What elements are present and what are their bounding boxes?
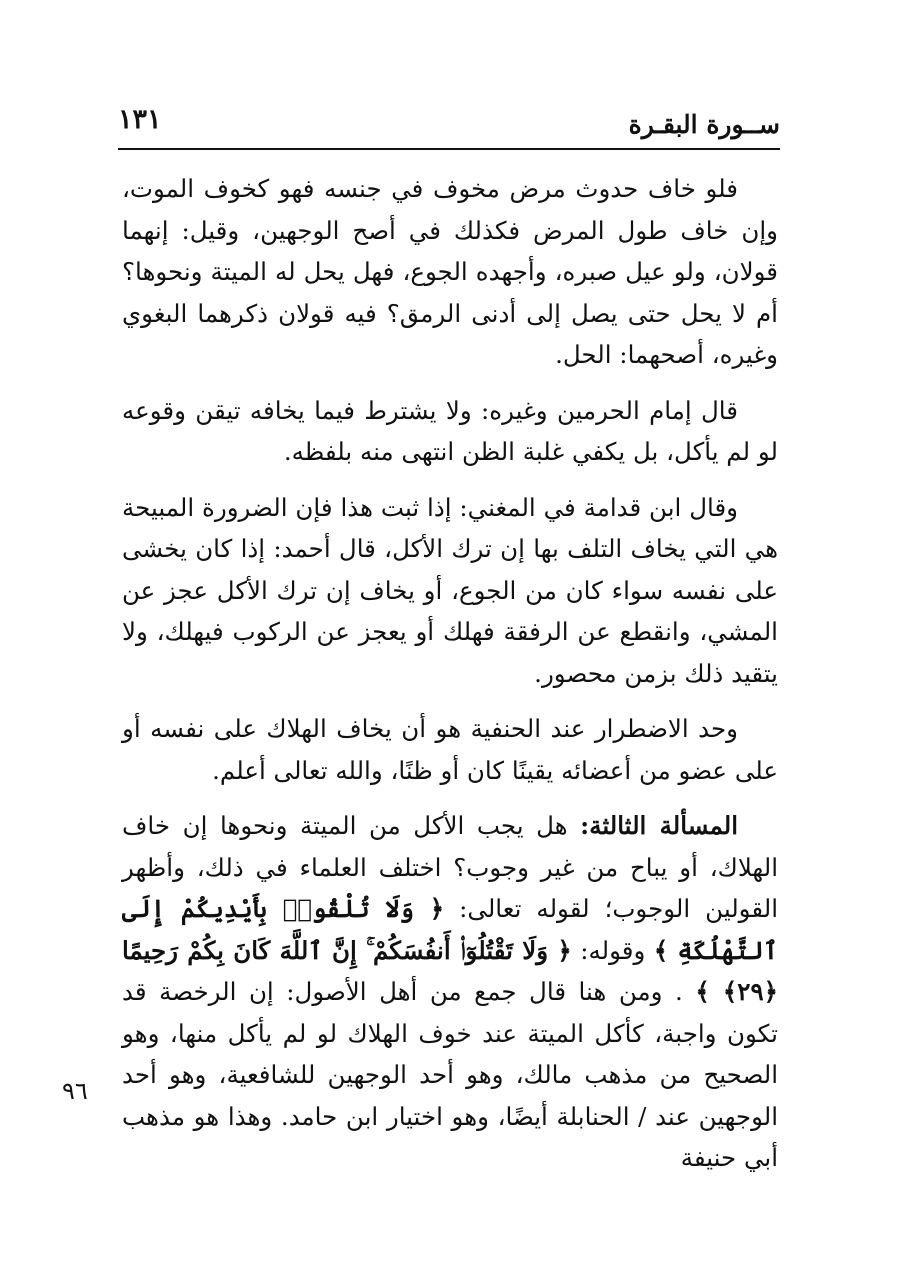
page-header (118, 104, 780, 146)
surah-title: ســورة البقـرة (628, 110, 780, 139)
paragraph-2: قال إمام الحرمين وغيره: ولا يشترط فيما يخافه تيقن وقوعه لو لم يأكل، بل يكفي غلبة الظن انتهى منه بلفظه. (122, 395, 778, 466)
margin-page-note: ٩٦ (62, 1077, 88, 1105)
paragraph-4: وحد الاضطرار عند الحنفية هو أن يخاف الهلاك على نفسه أو على عضو من أعضائه يقينًا كان أو ظنًا، والله تعالى أعلم. (122, 714, 778, 785)
page-number: ١٣١ (118, 104, 162, 135)
paragraph-1: فلو خاف حدوث مرض مخوف في جنسه فهو كخوف الموت، وإن خاف طول المرض فكذلك في أصح الوجهين، وقيل: إنهما قولان، ولو عيل صبره، وأجهده الجوع، فهل يحل له الميتة ونحوها؟ أم لا يحل حتى يصل إلى أدنى الرمق؟ فيه قولان ذكرهما البغوي وغيره، أصحهما: الحل. (122, 174, 778, 369)
paragraph-5-text-1: هل يجب الأكل من الميتة ونحوها إن خاف الهلاك، أو يباح من غير وجوب؟ اختلف العلماء في ذلك، وأظهر القولين الوجوب؛ لقوله تعالى: (122, 811, 778, 923)
quran-verse-1: ﴿ وَلَا تُلْقُوا۟ بِأَيْدِيكُمْ إِلَى ٱلتَّهْلُكَةِ ﴾ (122, 894, 779, 965)
paragraph-5-text-2: وقوله: (580, 935, 646, 965)
paragraph-5-text-3: . ومن هنا قال جمع من أهل الأصول: إن الرخصة قد تكون واجبة، كأكل الميتة عند خوف الهلاك لو لم يأكل منها، وهو الصحيح من مذهب مالك، وهو أحد الوجهين للشافعية، وهو أحد الوجهين عند / الحنابلة أيضًا، وهو اختيار ابن حامد. وهذا هو مذهب أبي حنيفة (122, 977, 778, 1172)
issue-label: المسألة الثالثة: (580, 811, 739, 840)
paragraph-3: وقال ابن قدامة في المغني: إذا ثبت هذا فإن الضرورة المبيحة هي التي يخاف التلف بها إن ترك الأكل، قال أحمد: إذا كان يخشى على نفسه سواء كان من الجوع، أو يخاف إن ترك الأكل عجز عن المشي، وانقطع عن الرفقة فهلك أو يعجز عن الركوب فيهلك، ولا يتقيد ذلك بزمن محصور. (122, 492, 778, 688)
quran-verse-2: ﴿ وَلَا تَقْتُلُوٓا۟ أَنفُسَكُمْ ۚ إِنَّ ٱللَّهَ كَانَ بِكُمْ رَحِيمًا ﴿٢٩﴾ ﴾ (122, 935, 778, 1006)
body-text (122, 168, 778, 1193)
paragraph-5 (122, 805, 778, 1179)
header-divider (118, 148, 780, 150)
